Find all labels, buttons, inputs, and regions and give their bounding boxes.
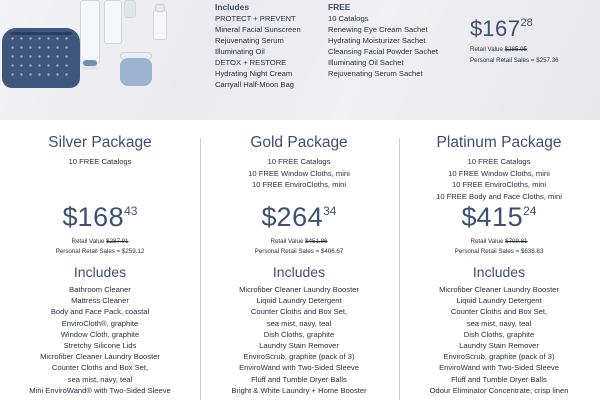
retail-value-amount: $285.95 [504, 46, 527, 53]
includes-item: EnviroScrub, graphite (pack of 3) [243, 352, 355, 362]
package-title: Silver Package [48, 134, 152, 151]
retail-value [401, 238, 597, 245]
includes-item: Mini EnviroWand® with Two-Sided Sleeve [29, 385, 171, 395]
package-free-list [2, 156, 198, 168]
retail-value-amount: $287.91 [106, 238, 129, 245]
includes-item: EnviroWand with Two-Sided Sleeve [239, 363, 359, 373]
price-integer: 415 [476, 202, 524, 232]
silver-package [2, 134, 198, 400]
serum-bottle-image [104, 0, 122, 44]
banner-includes-item: DETOX + RESTORE [215, 58, 287, 67]
package-free-item: 10 FREE EnviroCloths, mini [251, 180, 347, 189]
includes-item: Bright & White Laundry + Home Booster [231, 385, 367, 395]
dropper-bottle-image [153, 10, 167, 40]
retail-value [470, 46, 527, 53]
includes-heading: Includes [272, 264, 326, 280]
price-currency: $ [62, 202, 78, 232]
includes-item: Odour Eliminator Concentrate, crisp linen [429, 385, 569, 395]
includes-item: sea mist, navy, teal [266, 318, 332, 328]
banner-includes-item: Illuminating Oil [215, 47, 265, 56]
dropper-cap-image [155, 4, 165, 12]
oil-bottle-image [124, 0, 136, 18]
includes-item: Fluff and Tumble Dryer Balls [451, 374, 547, 384]
banner-includes-item: Mineral Facial Sunscreen [215, 25, 301, 34]
banner-free-item: Hydrating Moisturizer Sachet [328, 36, 426, 45]
includes-item: EnviroCloth®, graphite [61, 318, 139, 328]
includes-item: EnviroWand with Two-Sided Sleeve [439, 363, 559, 373]
package-free-item: 10 FREE Catalogs [68, 157, 132, 166]
bottle-foreground-image [82, 66, 98, 70]
price-currency: $ [470, 16, 483, 41]
retail-value [201, 238, 397, 245]
includes-item: Bathroom Cleaner [69, 285, 131, 294]
banner-includes-item: PROTECT + PREVENT [215, 14, 296, 23]
retail-value-amount: $709.81 [505, 238, 528, 245]
includes-heading: Includes [472, 264, 526, 280]
includes-item: Dish Cloths, graphite [463, 329, 535, 339]
package-free-item: 10 FREE Catalogs [267, 157, 331, 166]
retail-value [2, 238, 198, 245]
includes-item: EnviroScrub, graphite (pack of 3) [443, 352, 555, 362]
package-includes-list [201, 284, 397, 396]
price-currency: $ [261, 202, 277, 232]
price-cents: 34 [323, 204, 337, 218]
price-integer: 167 [482, 16, 521, 41]
includes-item: sea mist, navy, teal [67, 374, 133, 384]
includes-item: Body and Face Pack, coastal [50, 307, 150, 317]
includes-item: Counter Cloths and Box Set, [51, 363, 149, 373]
package-price [201, 202, 397, 233]
price-currency: $ [461, 202, 477, 232]
includes-item: Window Cloth, graphite [60, 329, 140, 339]
column-divider [399, 138, 400, 400]
personal-retail-sales: Personal Retail Sales = $257.36 [470, 57, 559, 64]
price-cents: 24 [523, 204, 537, 218]
retail-value-label: Retail Value [71, 238, 107, 245]
includes-item: Fluff and Tumble Dryer Balls [251, 374, 347, 384]
sunscreen-bottle-image [80, 0, 100, 64]
includes-item: Liquid Laundry Detergent [456, 296, 542, 306]
package-free-item: 10 FREE Catalogs [467, 157, 531, 166]
retail-value-amount: $451.86 [305, 238, 328, 245]
gold-package [201, 134, 397, 400]
includes-item: Counter Cloths and Box Set, [250, 307, 348, 317]
package-free-item: 10 FREE Window Cloths, mini [448, 168, 550, 178]
retail-value-label: Retail Value [270, 238, 306, 245]
banner-free-item: Rejuvenating Serum Sachet [328, 69, 423, 78]
banner-includes-item: Rejuvenating Serum [215, 36, 284, 45]
price-integer: 168 [77, 202, 125, 232]
banner-price [470, 16, 559, 64]
banner-free-item: Cleansing Facial Powder Sachet [328, 47, 438, 56]
package-price [401, 202, 597, 233]
banner-includes-item: Hydrating Night Cream [215, 69, 293, 78]
package-free-item: 10 FREE Body and Face Cloths, mini [436, 191, 562, 201]
personal-retail-sales: Personal Retail Sales = $406.67 [254, 248, 344, 255]
includes-item: Mattress Cleaner [71, 296, 129, 306]
personal-retail-sales: Personal Retail Sales = $259.12 [55, 248, 145, 255]
includes-item: Counter Cloths and Box Set, [450, 307, 548, 317]
includes-item: Laundry Stain Remover [459, 341, 539, 351]
includes-item: Microfiber Cleaner Laundry Booster [239, 285, 359, 294]
banner-free-item: Renewing Eye Cream Sachet [328, 25, 428, 34]
package-includes-list [2, 284, 198, 396]
retail-value-label: Retail Value [470, 46, 505, 53]
banner-free-heading: FREE [328, 2, 351, 12]
retail-value-label: Retail Value [470, 238, 506, 245]
starter-kit-banner [0, 0, 600, 120]
banner-free-list [328, 2, 438, 79]
includes-heading: Includes [73, 264, 127, 280]
product-photo [0, 0, 205, 120]
price-integer: 264 [276, 202, 324, 232]
includes-item: Liquid Laundry Detergent [256, 296, 342, 306]
banner-includes-list [215, 2, 301, 90]
package-free-list [401, 156, 597, 202]
includes-item: Stretchy Silicone Lids [63, 341, 137, 351]
package-free-item: 10 FREE EnviroCloths, mini [451, 180, 547, 189]
package-title: Platinum Package [436, 134, 562, 151]
price-cents: 43 [124, 204, 138, 218]
includes-item: Laundry Stain Remover [259, 341, 339, 351]
includes-item: sea mist, navy, teal [466, 318, 532, 328]
banner-free-item: 10 Catalogs [328, 14, 369, 23]
banner-free-item: Illuminating Oil Sachet [328, 58, 404, 67]
carryall-bag-image [2, 28, 80, 88]
package-title: Gold Package [250, 134, 348, 151]
platinum-package [401, 134, 597, 400]
package-free-list [201, 156, 397, 191]
package-free-item: 10 FREE Window Cloths, mini [248, 168, 350, 178]
banner-includes-item: Carryall Half-Moon Bag [215, 80, 294, 89]
package-includes-list [401, 284, 597, 396]
includes-item: Microfiber Cleaner Laundry Booster [439, 285, 559, 294]
includes-item: Microfiber Cleaner Laundry Booster [40, 352, 160, 362]
package-price [2, 202, 198, 233]
price-cents: 28 [520, 17, 533, 29]
cream-jar-image [120, 58, 152, 86]
personal-retail-sales: Personal Retail Sales = $638.83 [454, 248, 544, 255]
includes-item: Dish Cloths, graphite [263, 329, 335, 339]
banner-includes-heading: Includes [215, 2, 249, 12]
